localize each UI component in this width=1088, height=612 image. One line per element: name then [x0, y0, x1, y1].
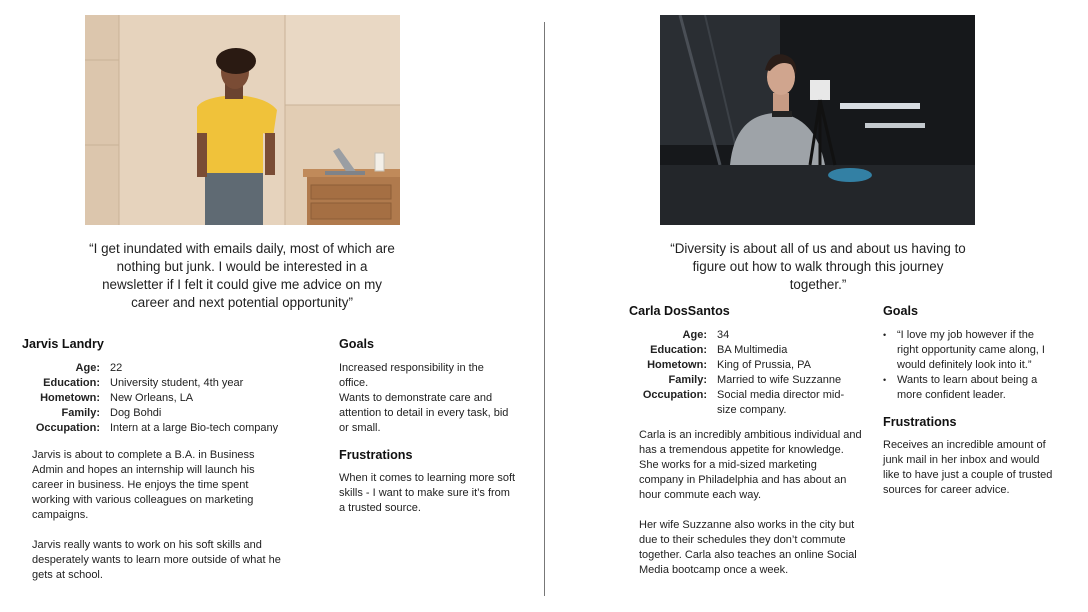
persona-photo-carla: [660, 15, 975, 225]
fact-value: BA Multimedia: [717, 344, 788, 356]
fact-value: Dog Bohdi: [110, 407, 162, 419]
persona-name-jarvis: Jarvis Landry: [22, 337, 104, 351]
fact-label: Education:: [650, 344, 707, 356]
fact-row-age: [636, 328, 861, 343]
persona-bio-jarvis: [32, 448, 282, 583]
fact-row-age: [30, 361, 320, 376]
frustrations-heading-carla: Frustrations: [883, 415, 957, 429]
quote-line: nothing but junk. I would be interested in a: [116, 259, 368, 274]
bio-paragraph: Her wife Suzzanne also works in the city but due to their schedules they don’t commute together. Carla also teaches an online Social Media bootcamp once a week.: [639, 519, 857, 576]
persona-quote-jarvis: [72, 240, 412, 312]
fact-label: Age:: [682, 329, 707, 341]
fact-row-hometown: [636, 358, 861, 373]
woman-recording-video-photo-icon: [660, 15, 975, 225]
persona-frustrations-jarvis: When it comes to learning more soft skills - I want to make sure it’s from a trusted source.: [339, 472, 516, 514]
persona-frustrations-carla: Receives an incredible amount of junk mail in her inbox and would like to have just a couple of trusted sources for career advice.: [883, 439, 1053, 496]
fact-label: Education:: [43, 377, 100, 389]
quote-line: career and next potential opportunity”: [131, 295, 353, 310]
fact-value: King of Prussia, PA: [717, 359, 811, 371]
fact-row-occupation: [636, 388, 861, 418]
fact-value: University student, 4th year: [110, 377, 244, 389]
fact-value: Married to wife Suzzanne: [717, 374, 842, 386]
fact-row-family: [30, 406, 320, 421]
fact-label: Age:: [75, 362, 100, 374]
fact-value: New Orleans, LA: [110, 392, 194, 404]
fact-row-education: [636, 343, 861, 358]
persona-facts-carla: [636, 328, 861, 418]
man-yellow-shirt-photo-icon: [85, 15, 400, 225]
goals-heading-carla: Goals: [883, 304, 918, 318]
goals-heading-jarvis: Goals: [339, 337, 374, 351]
quote-line: “Diversity is about all of us and about us having to: [670, 241, 966, 256]
frustrations-heading-jarvis: Frustrations: [339, 448, 413, 462]
fact-label: Hometown:: [647, 359, 707, 371]
bio-paragraph: Jarvis really wants to work on his soft skills and desperately wants to learn more outside of what he gets at school.: [32, 539, 281, 581]
goal-item: Wants to demonstrate care and attention to detail in every task, bid or small.: [339, 392, 509, 434]
goal-item: Increased responsibility in the office.: [339, 362, 484, 389]
persona-goals-jarvis: [339, 361, 509, 436]
fact-label: Occupation:: [35, 422, 100, 434]
persona-facts-jarvis: [30, 361, 320, 436]
fact-label: Occupation:: [642, 389, 707, 401]
fact-row-occupation: [30, 421, 320, 436]
fact-value: 22: [110, 362, 123, 374]
persona-quote-carla: [648, 240, 988, 294]
bio-paragraph: Jarvis is about to complete a B.A. in Business Admin and hopes an internship will launch his career in business. He enjoys the time spent working with various colleagues on marketing campaigns.: [32, 449, 255, 521]
goal-item: • Wants to learn about being a more confident leader.: [883, 373, 1058, 403]
quote-line: newsletter if I felt it could give me advice on my: [102, 277, 382, 292]
quote-line: figure out how to walk through this journey: [692, 259, 944, 274]
persona-name-carla: Carla DosSantos: [629, 304, 730, 318]
fact-row-hometown: [30, 391, 320, 406]
fact-value: 34: [717, 329, 730, 341]
fact-row-family: [636, 373, 861, 388]
column-divider: [544, 22, 545, 596]
bio-paragraph: Carla is an incredibly ambitious individual and has a tremendous appetite for knowledge. She works for a mid-sized marketing company in Philadelphia and has about an hour commute each way.: [639, 429, 862, 501]
fact-label: Family:: [61, 407, 100, 419]
fact-label: Hometown:: [40, 392, 100, 404]
fact-value: Intern at a large Bio-tech company: [110, 422, 279, 434]
persona-goals-carla: [883, 328, 1058, 403]
quote-line: “I get inundated with emails daily, most of which are: [89, 241, 395, 256]
fact-row-education: [30, 376, 320, 391]
goal-item: • “I love my job however if the right opportunity came along, I would definitely look into it.”: [883, 328, 1058, 373]
persona-photo-jarvis: [85, 15, 400, 225]
persona-bio-carla: [639, 428, 864, 578]
fact-label: Family:: [668, 374, 707, 386]
quote-line: together.”: [789, 277, 847, 292]
fact-value: Social media director mid-size company.: [717, 389, 845, 416]
